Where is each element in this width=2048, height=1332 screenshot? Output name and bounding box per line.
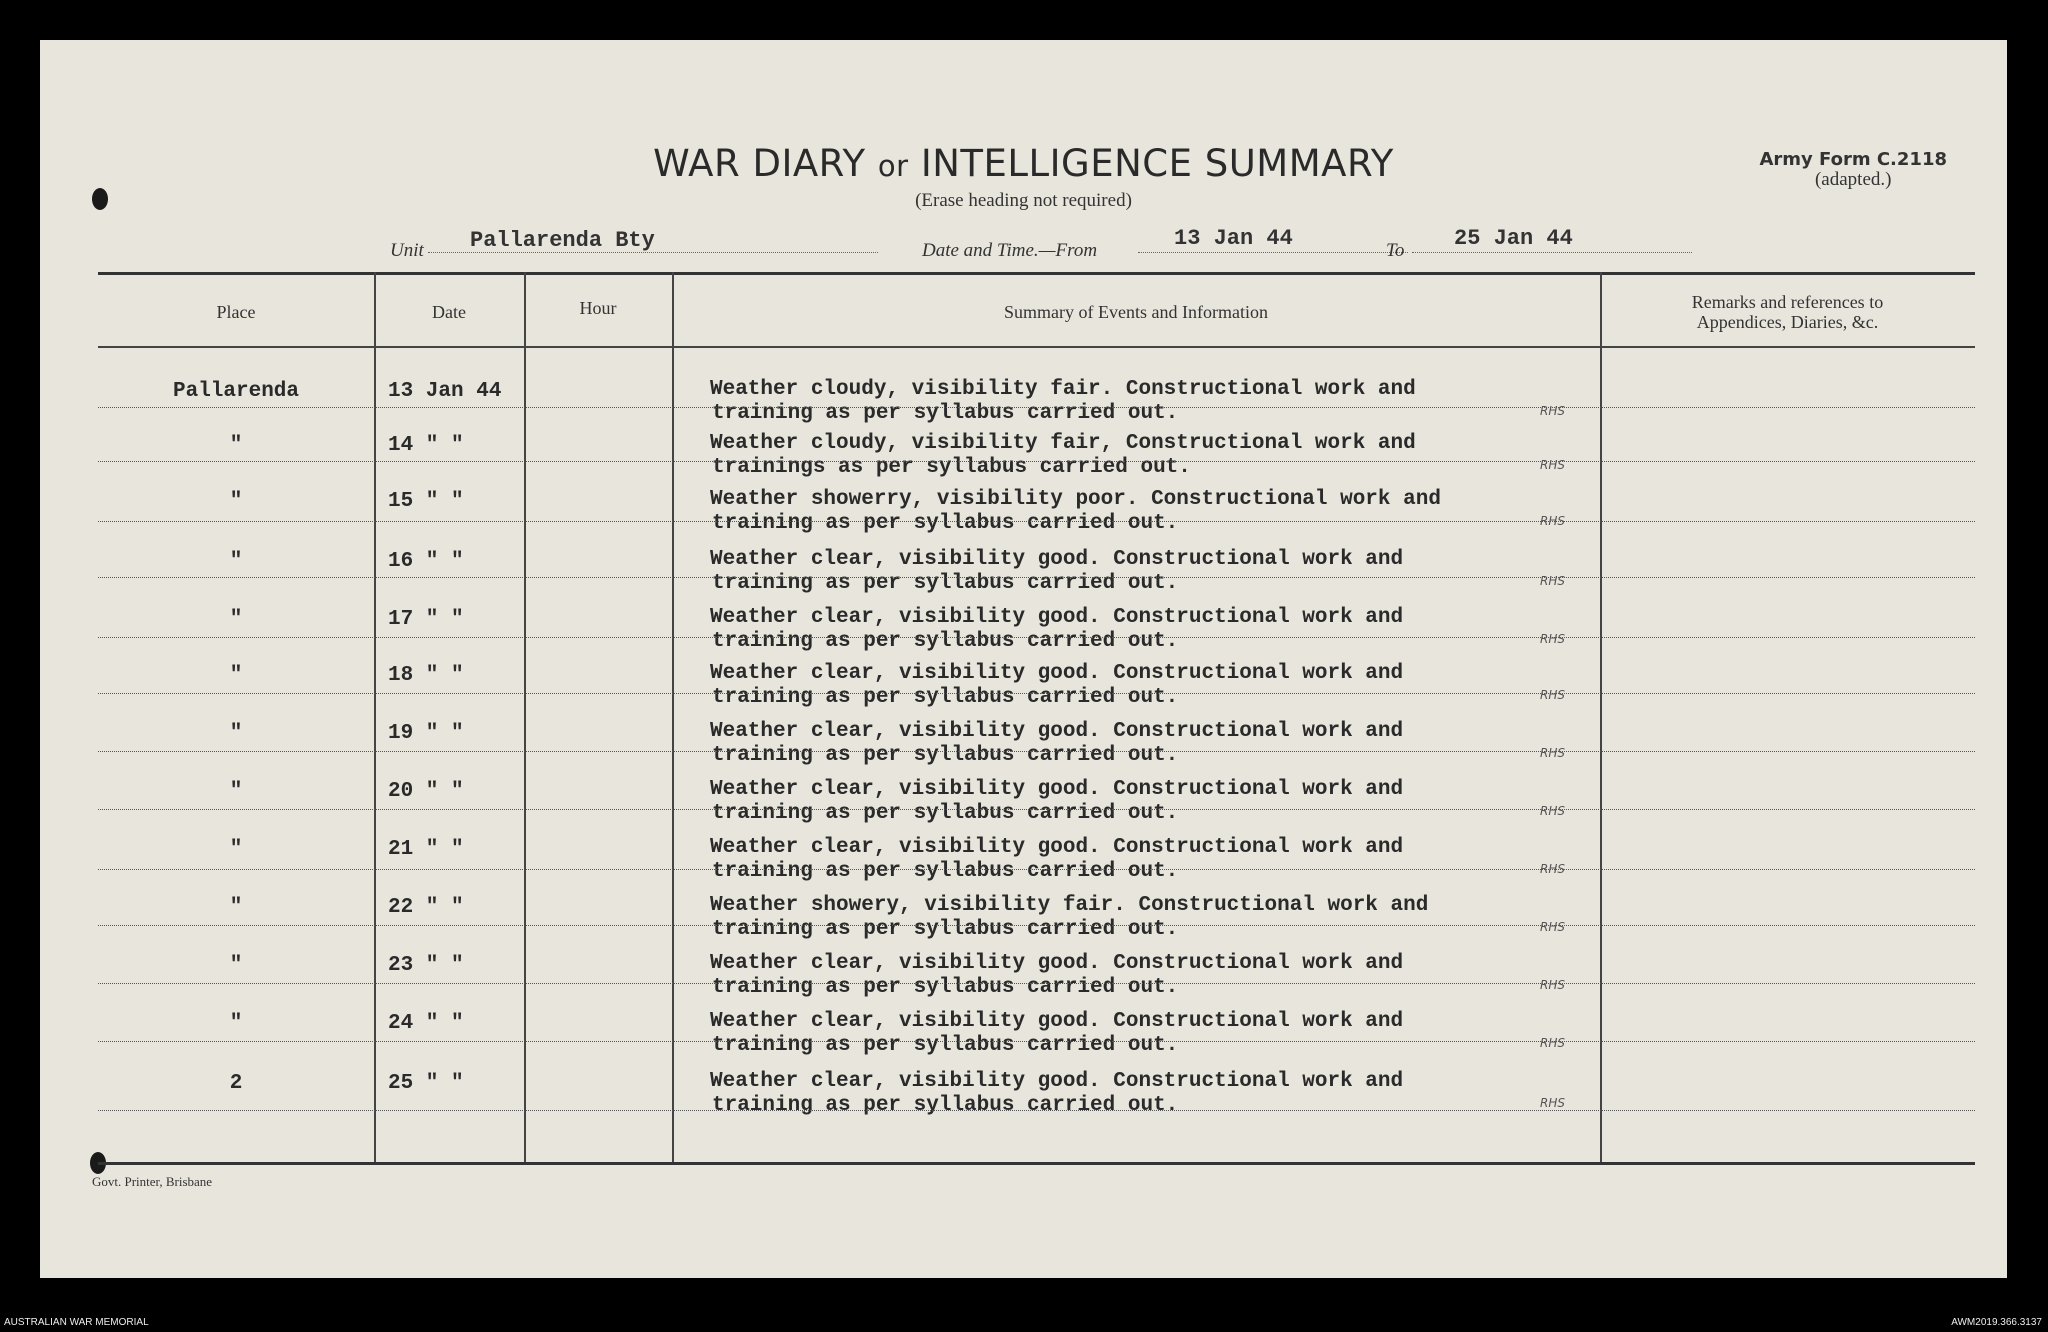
entry-summary-line2: training as per syllabus carried out.	[712, 1094, 1179, 1117]
entry-summary-line1: Weather clear, visibility good. Constructional work and	[710, 952, 1404, 975]
header-rule	[98, 346, 1975, 348]
unit-line	[428, 252, 878, 253]
entry-date: 17 " "	[388, 608, 464, 631]
from-value: 13 Jan 44	[1174, 226, 1293, 251]
entry-place: "	[229, 434, 243, 457]
entry-date: 19 " "	[388, 722, 464, 745]
row-rule	[98, 577, 1975, 578]
column-divider	[374, 272, 376, 1162]
col-header-place: Place	[216, 302, 256, 322]
row-rule	[98, 869, 1975, 870]
entry-date: 24 " "	[388, 1012, 464, 1035]
entry-initials: RHS	[1540, 574, 1565, 588]
entry-initials: RHS	[1540, 804, 1565, 818]
row-rule	[98, 983, 1975, 984]
entry-initials: RHS	[1540, 862, 1565, 876]
entry-summary-line2: training as per syllabus carried out.	[712, 686, 1179, 709]
entry-initials: RHS	[1540, 688, 1565, 702]
entry-initials: RHS	[1540, 514, 1565, 528]
entry-summary-line1: Weather clear, visibility good. Constructional work and	[710, 662, 1404, 685]
entry-place: "	[229, 608, 243, 631]
entry-summary-line2: training as per syllabus carried out.	[712, 402, 1179, 425]
entry-date: 14 " "	[388, 434, 464, 457]
footer-source: AUSTRALIAN WAR MEMORIAL	[4, 1317, 149, 1328]
entry-initials: RHS	[1540, 458, 1565, 472]
entry-summary-line1: Weather clear, visibility good. Constructional work and	[710, 778, 1404, 801]
row-rule	[98, 461, 1975, 462]
unit-label: Unit	[390, 240, 424, 261]
entry-place: "	[229, 1012, 243, 1035]
entry-summary-line2: training as per syllabus carried out.	[712, 976, 1179, 999]
entry-initials: RHS	[1540, 920, 1565, 934]
entry-place: "	[229, 838, 243, 861]
row-rule	[98, 1041, 1975, 1042]
entry-initials: RHS	[1540, 978, 1565, 992]
entry-summary-line1: Weather clear, visibility good. Constructional work and	[710, 1070, 1404, 1093]
entry-initials: RHS	[1540, 746, 1565, 760]
entry-place: "	[229, 780, 243, 803]
row-rule	[98, 751, 1975, 752]
entry-summary-line2: training as per syllabus carried out.	[712, 744, 1179, 767]
column-divider	[672, 272, 674, 1162]
row-rule	[98, 637, 1975, 638]
entry-date: 21 " "	[388, 838, 464, 861]
entry-date: 15 " "	[388, 490, 464, 513]
col-header-hour: Hour	[579, 298, 617, 318]
entry-initials: RHS	[1540, 632, 1565, 646]
entry-date: 18 " "	[388, 664, 464, 687]
entry-place: "	[229, 722, 243, 745]
from-line	[1138, 252, 1408, 253]
entry-summary-line2: training as per syllabus carried out.	[712, 512, 1179, 535]
row-rule	[98, 809, 1975, 810]
row-rule	[98, 521, 1975, 522]
entry-date: 20 " "	[388, 780, 464, 803]
entry-summary-line1: Weather cloudy, visibility fair, Constructional work and	[710, 432, 1416, 455]
footer-reference: AWM2019.366.3137	[1951, 1317, 2042, 1328]
to-line	[1412, 252, 1692, 253]
entry-summary-line1: Weather clear, visibility good. Constructional work and	[710, 548, 1404, 571]
entry-place: "	[229, 664, 243, 687]
entry-summary-line2: training as per syllabus carried out.	[712, 918, 1179, 941]
table-bottom-rule	[98, 1162, 1975, 1165]
entry-summary-line2: trainings as per syllabus carried out.	[712, 456, 1191, 479]
entry-summary-line2: training as per syllabus carried out.	[712, 1034, 1179, 1057]
entry-summary-line1: Weather showerry, visibility poor. Constructional work and	[710, 488, 1441, 511]
entry-place: "	[229, 550, 243, 573]
entry-summary-line1: Weather clear, visibility good. Constructional work and	[710, 606, 1404, 629]
entry-summary-line1: Weather clear, visibility good. Constructional work and	[710, 720, 1404, 743]
col-header-date: Date	[432, 302, 466, 322]
entry-summary-line2: training as per syllabus carried out.	[712, 802, 1179, 825]
entry-place: "	[229, 954, 243, 977]
row-rule	[98, 925, 1975, 926]
entry-date: 16 " "	[388, 550, 464, 573]
row-rule	[98, 1110, 1975, 1111]
entry-date: 25 " "	[388, 1072, 464, 1095]
entry-place: 2	[229, 1072, 243, 1095]
entry-summary-line1: Weather clear, visibility good. Constructional work and	[710, 1010, 1404, 1033]
col-header-remarks: Remarks and references to Appendices, Diaries, &c.	[1691, 292, 1884, 332]
entry-initials: RHS	[1540, 404, 1565, 418]
to-label: To	[1386, 240, 1405, 261]
entry-place: Pallarenda	[172, 380, 300, 403]
entry-date: 22 " "	[388, 896, 464, 919]
page-subtitle: (Erase heading not required)	[915, 190, 1132, 211]
diary-sheet	[40, 40, 2007, 1278]
table-top-rule	[98, 272, 1975, 275]
col-header-summary: Summary of Events and Information	[1004, 302, 1268, 322]
unit-value: Pallarenda Bty	[470, 228, 655, 253]
column-divider	[1600, 272, 1602, 1162]
entry-place: "	[229, 896, 243, 919]
entry-summary-line1: Weather showery, visibility fair. Constructional work and	[710, 894, 1429, 917]
entry-summary-line2: training as per syllabus carried out.	[712, 572, 1179, 595]
row-rule	[98, 693, 1975, 694]
entry-summary-line1: Weather cloudy, visibility fair. Constructional work and	[710, 378, 1416, 401]
row-rule	[98, 407, 1975, 408]
page-title: WAR DIARY or INTELLIGENCE SUMMARY	[653, 142, 1394, 185]
column-divider	[524, 272, 526, 1162]
entry-date: 23 " "	[388, 954, 464, 977]
entry-initials: RHS	[1540, 1096, 1565, 1110]
to-value: 25 Jan 44	[1454, 226, 1573, 251]
from-label: Date and Time.—From	[922, 240, 1098, 261]
entry-summary-line2: training as per syllabus carried out.	[712, 860, 1179, 883]
entry-summary-line1: Weather clear, visibility good. Constructional work and	[710, 836, 1404, 859]
entry-place: "	[229, 490, 243, 513]
army-form-label: Army Form C.2118 (adapted.)	[1759, 149, 1947, 190]
printer-imprint: Govt. Printer, Brisbane	[92, 1174, 213, 1189]
entry-summary-line2: training as per syllabus carried out.	[712, 630, 1179, 653]
entry-initials: RHS	[1540, 1036, 1565, 1050]
entry-date: 13 Jan 44	[388, 380, 502, 403]
